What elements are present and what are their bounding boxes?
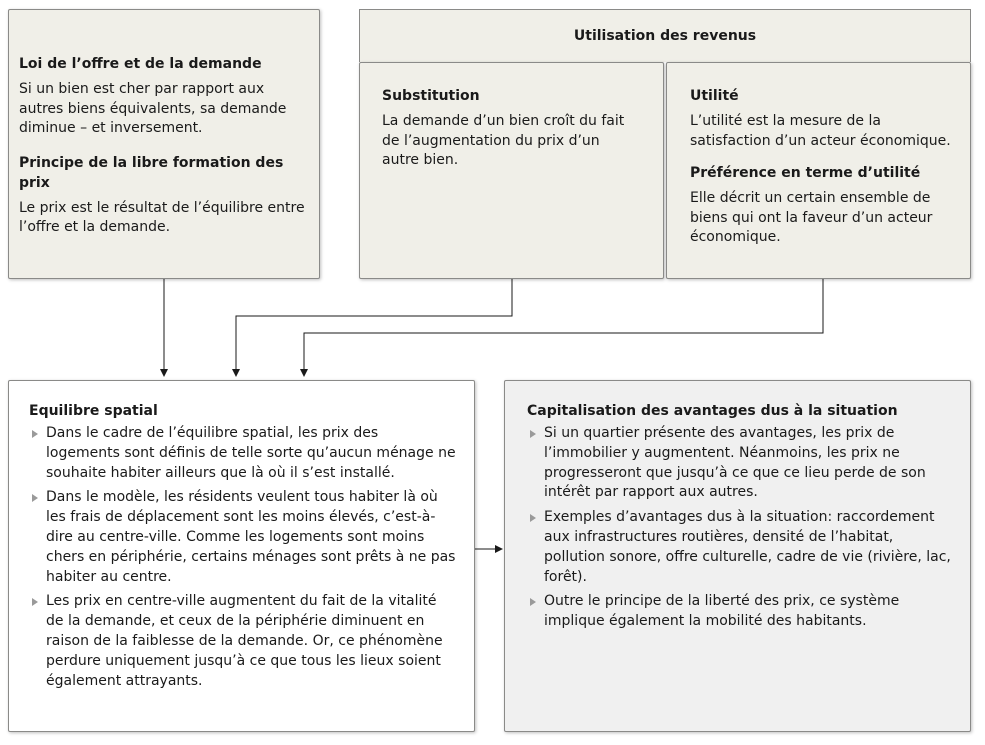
list-item: Exemples d’avantages dus à la situation: raccordement aux infrastructures routières, densité de l’habitat, pollution sonore, offre culturelle, cadre de vie (rivière, lac, forêt). [527, 508, 952, 587]
list-item: Les prix en centre-ville augmentent du fait de la vitalité de la demande, et ceux de la périphérie diminuent en raison de la faiblesse de la demande. Or, ce phénomène perdure uniquement jusqu’à ce que tous les lieux soient également attrayants. [29, 592, 456, 691]
substitution-box [359, 62, 664, 279]
utilite-box [666, 62, 971, 279]
principe-title: Principe de la libre formation des prix [19, 154, 284, 191]
loi-title: Loi de l’offre et de la demande [19, 56, 262, 72]
preference-text: Elle décrit un certain ensemble de biens qui ont la faveur d’un acteur économique. [690, 190, 933, 245]
loi-text: Si un bien est cher par rapport aux autres biens équivalents, sa demande diminue – et inversement. [19, 81, 287, 136]
utilisation-header: Utilisation des revenus [359, 9, 971, 62]
equilibre-list [29, 424, 456, 691]
list-item: Si un quartier présente des avantages, les prix de l’immobilier y augmentent. Néanmoins, les prix ne progresseront que jusqu’à ce que ce lieu perde de son intérêt par rapport aux autres. [527, 424, 952, 503]
principe-text: Le prix est le résultat de l’équilibre entre l’offre et la demande. [19, 199, 305, 235]
substitution-title: Substitution [382, 88, 480, 104]
loi-offre-demande-box [8, 9, 320, 279]
list-item: Dans le cadre de l’équilibre spatial, les prix des logements sont définis de telle sorte qu’aucun ménage ne souhaite habiter ailleurs que là où il s’est installé. [29, 424, 456, 483]
substitution-text: La demande d’un bien croît du fait de l’augmentation du prix d’un autre bien. [382, 113, 625, 168]
capitalisation-box [504, 380, 971, 732]
preference-title: Préférence en terme d’utilité [690, 165, 921, 181]
capitalisation-list [527, 424, 952, 632]
equilibre-title: Equilibre spatial [29, 403, 158, 419]
arrow-substitution-to-equilibre [236, 279, 512, 376]
utilite-title: Utilité [690, 88, 739, 104]
utilite-text: L’utilité est la mesure de la satisfaction d’un acteur économique. [690, 113, 951, 149]
list-item: Dans le modèle, les résidents veulent tous habiter là où les frais de déplacement sont les moins élevés, c’est-à-dire au centre-ville. Comme les logements sont moins chers en périphérie, certains ménages sont prêts à ne pas habiter au centre. [29, 488, 456, 587]
list-item: Outre le principe de la liberté des prix, ce système implique également la mobilité des habitants. [527, 592, 952, 632]
capitalisation-title: Capitalisation des avantages dus à la situation [527, 403, 898, 419]
equilibre-spatial-box [8, 380, 475, 732]
arrow-utilite-to-equilibre [304, 279, 823, 376]
